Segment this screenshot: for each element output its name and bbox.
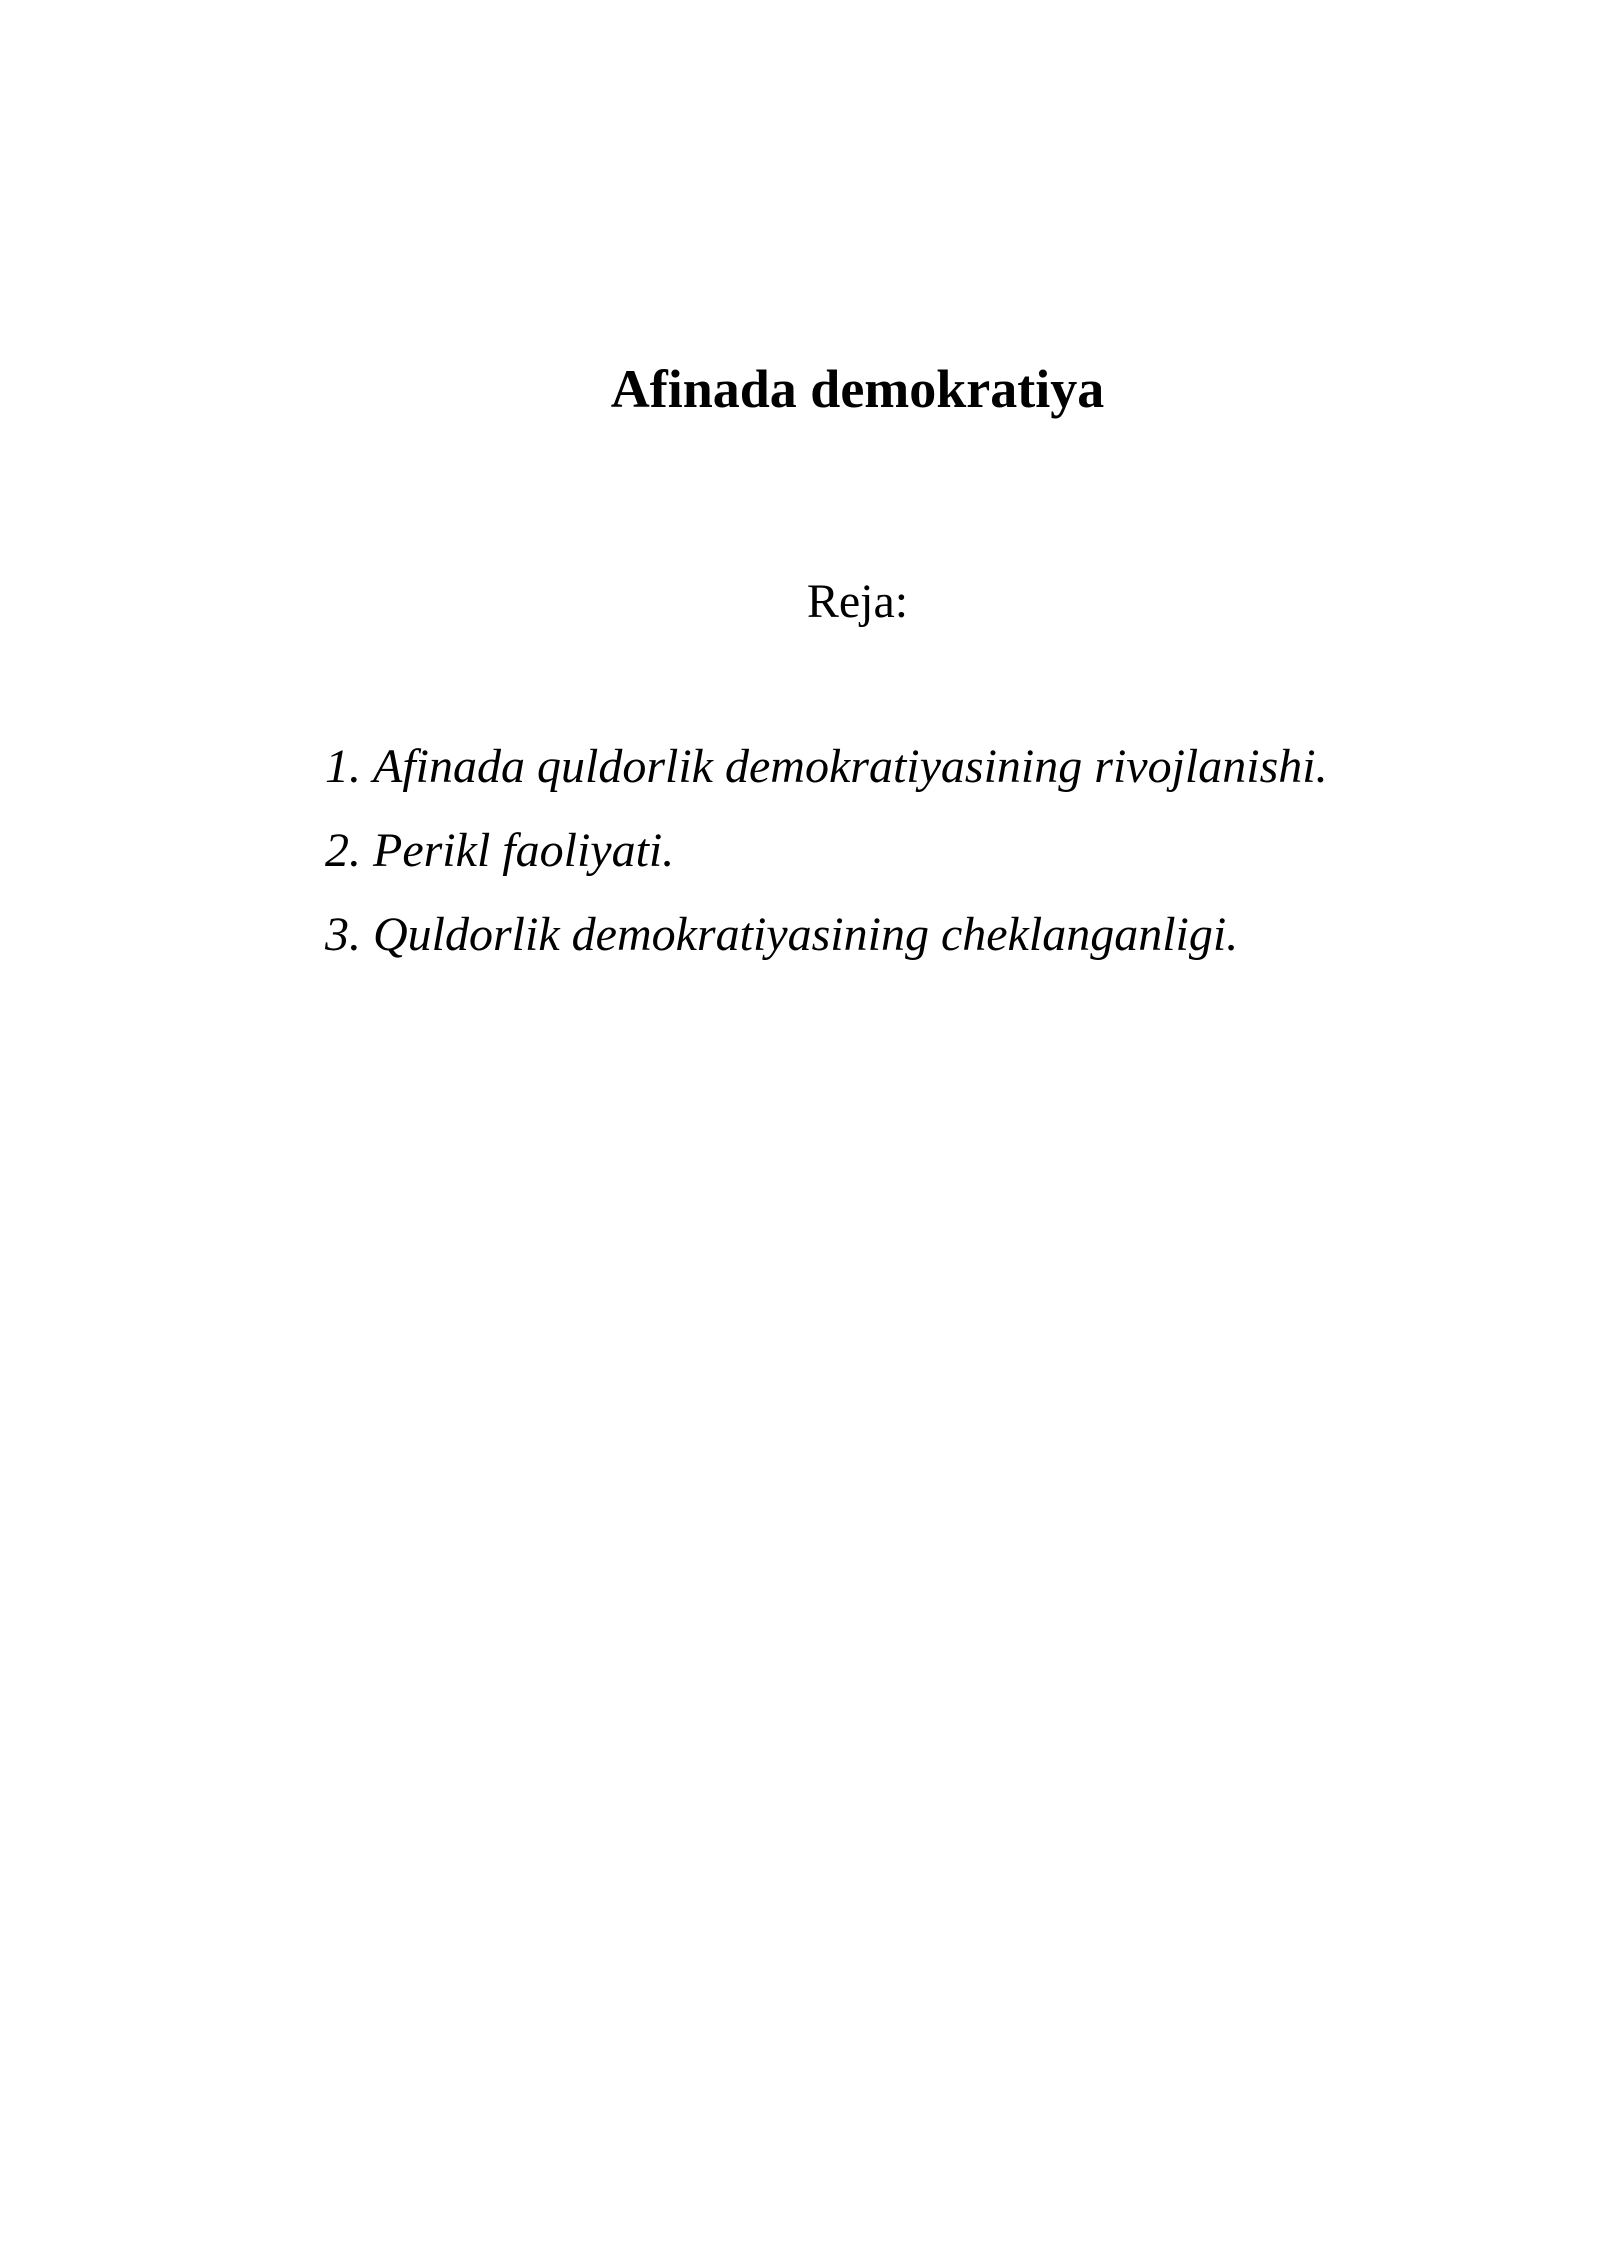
plan-item-number: 2. [325,824,361,877]
document-title: Afinada demokratiya [610,359,1105,419]
plan-item [325,725,1475,809]
plan-item [325,809,1475,893]
plan-item-text: Quldorlik demokratiyasining cheklanganligi. [373,908,1239,961]
plan-heading: Reja: [806,575,909,628]
plan-item-text: Afinada quldorlik demokratiyasining rivojlanishi. [373,740,1328,793]
plan-item [325,893,1475,977]
plan-item-text: Perikl faoliyati. [373,824,675,877]
plan-item-number: 3. [325,908,361,961]
plan-item-number: 1. [325,740,361,793]
plan-list [325,725,1475,977]
